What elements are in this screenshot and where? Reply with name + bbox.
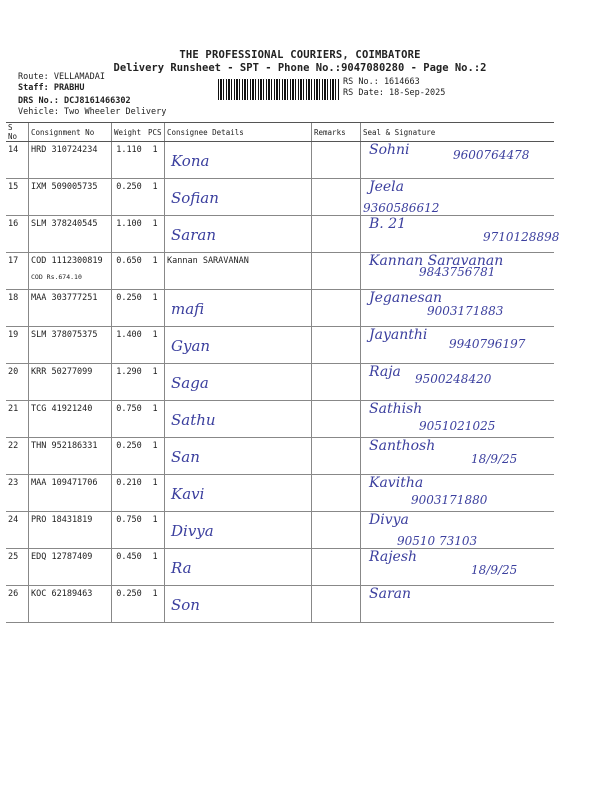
row-consignment-no (29, 142, 112, 179)
row-pcs (146, 142, 165, 179)
cod-amount: COD Rs.674.10 (31, 273, 82, 281)
row-pcs-text: 1 (152, 256, 158, 266)
table-row (6, 364, 554, 401)
row-pcs-text: 1 (152, 367, 158, 377)
col-consignee: Consignee Details (165, 123, 312, 142)
handwritten-signature: B. 21 (369, 216, 407, 232)
row-weight-text: 0.250 (116, 441, 142, 451)
table-body (6, 142, 560, 623)
handwritten-signature: Saran (369, 586, 411, 602)
row-sno (6, 438, 29, 475)
table-row (6, 438, 554, 475)
row-pcs-text: 1 (152, 330, 158, 340)
row-consignment-no (29, 364, 112, 401)
row-remarks (312, 549, 361, 586)
row-sno (6, 179, 29, 216)
row-consignment-no-text: THN 952186331 (31, 441, 98, 451)
row-seal-signature (361, 216, 560, 253)
row-sno (6, 475, 29, 512)
table-row (6, 327, 554, 364)
row-consignment-no-text: EDQ 12787409 (31, 552, 93, 562)
row-pcs (146, 216, 165, 253)
row-pcs-text: 1 (152, 478, 158, 488)
row-pcs-text: 1 (152, 515, 158, 525)
row-seal-signature (361, 253, 555, 290)
handwritten-phone: 9500248420 (415, 372, 492, 386)
row-pcs (146, 179, 165, 216)
row-seal-signature (361, 401, 555, 438)
row-consignment-no (29, 327, 112, 364)
row-weight (112, 142, 147, 179)
row-weight-text: 0.250 (116, 293, 142, 303)
row-weight (112, 290, 147, 327)
row-sno (6, 216, 29, 253)
row-consignment-no-text: COD 1112300819 (31, 256, 103, 266)
row-sno-text: 19 (8, 330, 19, 340)
row-seal-signature (361, 327, 555, 364)
row-sno-text: 26 (8, 589, 19, 599)
table-row (6, 512, 554, 549)
handwritten-signature: Rajesh (369, 549, 418, 565)
table-row (6, 549, 554, 586)
row-consignee (165, 549, 312, 586)
row-consignment-no (29, 253, 112, 290)
handwritten-signature: Jayanthi (369, 327, 428, 343)
row-consignee (165, 216, 312, 253)
row-consignment-no (29, 586, 112, 623)
row-pcs (146, 586, 165, 623)
table-row (6, 586, 554, 623)
row-consignment-no-text: IXM 509005735 (31, 182, 98, 192)
row-consignment-no-text: TCG 41921240 (31, 404, 93, 414)
row-pcs-text: 1 (152, 552, 158, 562)
row-weight-text: 1.100 (116, 219, 142, 229)
row-consignment-no (29, 216, 112, 253)
handwritten-phone: 9003171880 (411, 493, 488, 507)
row-remarks (312, 290, 361, 327)
runsheet-subtitle: Delivery Runsheet - SPT - Phone No.:9047080280 - Page No.:2 (113, 62, 487, 74)
row-weight (112, 216, 147, 253)
row-sno-text: 21 (8, 404, 19, 414)
handwritten-phone: 9051021025 (419, 419, 496, 433)
row-weight (112, 512, 147, 549)
handwritten-signature: Raja (369, 364, 401, 380)
col-sno: S No (6, 123, 29, 142)
handwritten-signature: Divya (369, 512, 409, 528)
row-remarks (312, 438, 361, 475)
row-weight (112, 586, 147, 623)
handwritten-phone: 9360586612 (363, 201, 440, 215)
row-seal-signature (361, 512, 555, 549)
row-pcs-text: 1 (152, 219, 158, 229)
row-consignment-no (29, 179, 112, 216)
row-pcs-text: 1 (152, 293, 158, 303)
handwritten-name: mafi (171, 300, 205, 318)
handwritten-signature: Sohni (369, 142, 410, 158)
row-pcs (146, 512, 165, 549)
row-remarks (312, 253, 361, 290)
row-remarks (312, 216, 361, 253)
table-row (6, 401, 554, 438)
runsheet-table (6, 122, 560, 623)
row-sno-text: 14 (8, 145, 19, 155)
row-consignment-no-text: PRO 18431819 (31, 515, 93, 525)
row-weight-text: 0.250 (116, 182, 142, 192)
handwritten-phone: 18/9/25 (471, 563, 518, 577)
row-pcs (146, 401, 165, 438)
row-remarks (312, 142, 361, 179)
row-pcs-text: 1 (152, 589, 158, 599)
handwritten-name: Divya (171, 522, 214, 540)
handwritten-signature: Santhosh (369, 438, 436, 454)
row-consignee (165, 364, 312, 401)
row-remarks (312, 401, 361, 438)
col-seal-signature: Seal & Signature (361, 123, 555, 142)
row-remarks (312, 327, 361, 364)
barcode-image (218, 79, 340, 100)
row-sno-text: 17 (8, 256, 19, 266)
row-weight-text: 0.450 (116, 552, 142, 562)
handwritten-name: Kavi (171, 485, 205, 503)
handwritten-phone: 9003171883 (427, 304, 504, 318)
handwritten-signature: Kavitha (369, 475, 424, 491)
row-consignment-no-text: MAA 109471706 (31, 478, 98, 488)
row-weight (112, 253, 147, 290)
handwritten-name: San (171, 448, 200, 466)
row-sno (6, 290, 29, 327)
row-sno-text: 20 (8, 367, 19, 377)
row-consignment-no-text: KOC 62189463 (31, 589, 93, 599)
row-sno-text: 16 (8, 219, 19, 229)
row-weight-text: 0.250 (116, 589, 142, 599)
row-seal-signature (361, 549, 555, 586)
row-weight-text: 1.110 (116, 145, 142, 155)
row-weight-text: 0.650 (116, 256, 142, 266)
row-sno-text: 22 (8, 441, 19, 451)
handwritten-phone: 9710128898 (483, 230, 560, 244)
row-weight (112, 475, 147, 512)
row-sno (6, 364, 29, 401)
row-pcs (146, 549, 165, 586)
row-weight (112, 401, 147, 438)
row-consignment-no (29, 512, 112, 549)
handwritten-phone: 90510 73103 (397, 534, 478, 548)
row-consignee (165, 586, 312, 623)
company-title: THE PROFESSIONAL COURIERS, COIMBATORE (179, 49, 421, 61)
col-remarks: Remarks (312, 123, 361, 142)
row-weight-text: 1.290 (116, 367, 142, 377)
row-consignee (165, 290, 312, 327)
row-pcs (146, 438, 165, 475)
rs-info (343, 77, 445, 99)
row-weight-text: 0.750 (116, 515, 142, 525)
row-seal-signature (361, 364, 555, 401)
handwritten-name: Sofian (171, 189, 219, 207)
row-weight (112, 364, 147, 401)
row-consignment-no-text: HRD 310724234 (31, 145, 98, 155)
row-consignee (165, 512, 312, 549)
row-sno (6, 142, 29, 179)
staff-label: Staff: PRABHU (18, 83, 85, 93)
handwritten-signature: Kannan Saravanan (369, 253, 504, 269)
row-sno (6, 512, 29, 549)
handwritten-name: Kona (171, 152, 210, 170)
row-weight (112, 179, 147, 216)
table-row (6, 475, 554, 512)
row-weight-text: 1.400 (116, 330, 142, 340)
handwritten-name: Son (171, 596, 200, 614)
row-consignment-no (29, 438, 112, 475)
handwritten-phone: 18/9/25 (471, 452, 518, 466)
row-sno (6, 401, 29, 438)
row-pcs (146, 327, 165, 364)
row-pcs-text: 1 (152, 404, 158, 414)
consignee-name: Kannan SARAVANAN (167, 256, 249, 266)
row-pcs-text: 1 (152, 441, 158, 451)
row-consignee (165, 438, 312, 475)
handwritten-signature: Sathish (369, 401, 423, 417)
row-sno-text: 18 (8, 293, 19, 303)
row-sno-text: 23 (8, 478, 19, 488)
row-pcs-text: 1 (152, 145, 158, 155)
handwritten-name: Gyan (171, 337, 211, 355)
row-consignment-no (29, 549, 112, 586)
row-seal-signature (361, 438, 555, 475)
handwritten-phone: 9600764478 (453, 148, 530, 162)
row-pcs (146, 475, 165, 512)
row-sno (6, 253, 29, 290)
row-consignment-no-text: SLM 378075375 (31, 330, 98, 340)
row-weight-text: 0.210 (116, 478, 142, 488)
row-seal-signature (361, 290, 555, 327)
row-remarks (312, 512, 361, 549)
rs-number: RS No.: 1614663 (343, 77, 420, 87)
row-sno-text: 24 (8, 515, 19, 525)
table-row (6, 179, 554, 216)
row-remarks (312, 179, 361, 216)
row-sno (6, 327, 29, 364)
row-pcs (146, 253, 165, 290)
row-consignee (165, 401, 312, 438)
row-sno (6, 586, 29, 623)
row-consignee (165, 253, 312, 290)
row-consignment-no (29, 401, 112, 438)
col-weight: Weight (112, 123, 147, 142)
handwritten-name: Sathu (171, 411, 216, 429)
row-pcs-text: 1 (152, 182, 158, 192)
row-sno-text: 25 (8, 552, 19, 562)
row-seal-signature (361, 586, 555, 623)
handwritten-phone: 9843756781 (419, 265, 496, 279)
col-pcs: PCS (146, 123, 165, 142)
row-consignee (165, 179, 312, 216)
table-header-row (6, 123, 554, 142)
row-consignment-no-text: KRR 50277099 (31, 367, 93, 377)
row-consignee (165, 142, 312, 179)
row-pcs (146, 364, 165, 401)
row-remarks (312, 586, 361, 623)
row-weight (112, 438, 147, 475)
row-consignment-no (29, 290, 112, 327)
handwritten-signature: Jeela (369, 179, 405, 195)
row-weight (112, 549, 147, 586)
drs-label: DRS No.: DCJ8161466302 (18, 96, 131, 106)
row-sno (6, 549, 29, 586)
table-row (6, 216, 554, 253)
row-remarks (312, 364, 361, 401)
row-weight-text: 0.750 (116, 404, 142, 414)
handwritten-name: Saga (171, 374, 209, 392)
handwritten-phone: 9940796197 (449, 337, 526, 351)
row-seal-signature (361, 179, 555, 216)
table-row (6, 253, 554, 290)
handwritten-name: Saran (171, 226, 216, 244)
table-row (6, 290, 554, 327)
row-sno-text: 15 (8, 182, 19, 192)
row-consignment-no-text: SLM 378240545 (31, 219, 98, 229)
row-weight (112, 327, 147, 364)
row-remarks (312, 475, 361, 512)
vehicle-label: Vehicle: Two Wheeler Delivery (18, 107, 167, 117)
row-seal-signature (361, 142, 555, 179)
col-consignment: Consignment No (29, 123, 112, 142)
rs-date: RS Date: 18-Sep-2025 (343, 88, 446, 98)
handwritten-name: Ra (171, 559, 192, 577)
row-consignee (165, 475, 312, 512)
row-consignment-no (29, 475, 112, 512)
row-consignee (165, 327, 312, 364)
handwritten-signature: Jeganesan (369, 290, 443, 306)
table-row (6, 142, 554, 179)
row-consignment-no-text: MAA 303777251 (31, 293, 98, 303)
row-seal-signature (361, 475, 555, 512)
route-label: Route: VELLAMADAI (18, 72, 105, 82)
row-pcs (146, 290, 165, 327)
